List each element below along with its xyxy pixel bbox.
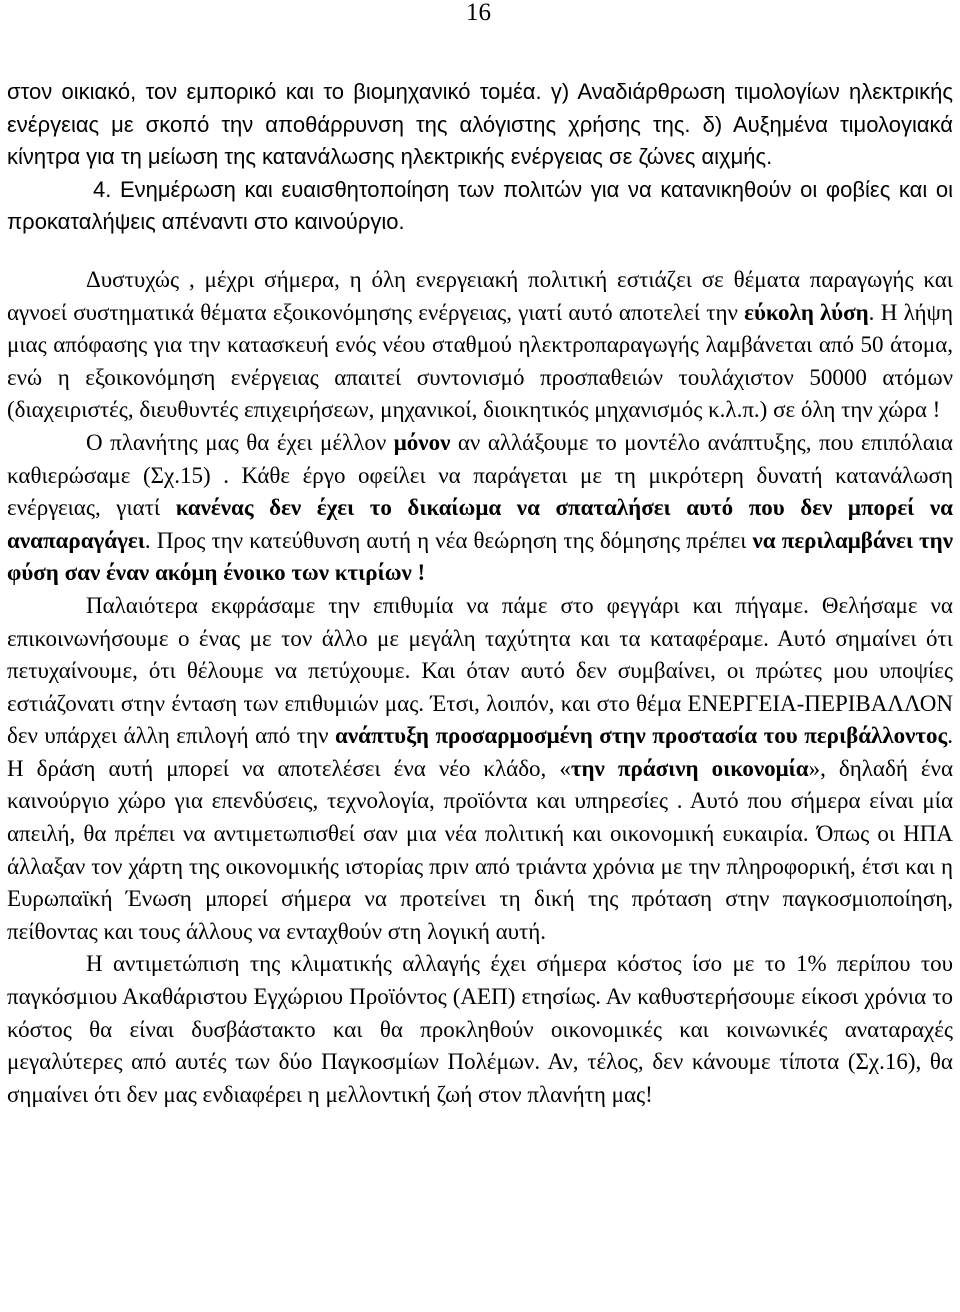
- text-segment: Παλαιότερα εκφράσαμε την επιθυμία να πάμε στο φεγγάρι και πήγαμε. Θελήσαμε να επικοινωνήσουμε ο ένας με τον άλλο με μεγάλη ταχύτητα και τα καταφέραμε. Αυτό σημαίνει ότι πετυχαίνουμε, ότι θέλουμε να πετύχουμε. Και όταν αυτό δεν συμβαίνει, οι πρώτες μου υποψίες εστιάζονατι στην ένταση των επιθυμιών μας. Έτσι, λοιπόν, και στο θέμα ΕΝΕΡΓΕΙΑ-ΠΕΡΙΒΑΛΛΟΝ δεν υπάρχει άλλη επιλογή από την: [7, 592, 953, 749]
- bold-phrase: την πράσινη οικονομία: [570, 755, 809, 781]
- bold-phrase: εύκολη λύση: [744, 299, 869, 325]
- paragraph-green-economy: [7, 590, 953, 949]
- paragraph-energy-policy: [7, 264, 953, 427]
- bold-phrase: κανένας δεν έχει το δικαίωμα να σπαταλήσει αυτό που δεν μπορεί να αναπαραγάγει: [7, 495, 953, 553]
- text-segment: », δηλαδή ένα καινούργιο χώρο για επενδύσεις, τεχνολογία, προϊόντα και υπηρεσίες . Αυτό που σήμερα είναι μία απειλή, θα πρέπει να αντιμετωπισθεί σαν μια νέα πολιτική και οικονομική ευκαιρία. Όπως οι ΗΠΑ άλλαξαν τον χάρτη της οικονομικής ιστορίας πριν από τριάντα χρόνια με την πληροφορική, έτσι και η Ευρωπαϊκή Ένωση μπορεί σήμερα να προτείνει τη δική της πρόταση στην παγκοσμιοποίηση, πείθοντας και τους άλλους να ενταχθούν στη λογική αυτή.: [7, 755, 953, 944]
- bold-phrase: ανάπτυξη προσαρμοσμένη στην προστασία του περιβάλλοντος: [335, 723, 948, 749]
- document-body: [7, 76, 953, 1111]
- bold-phrase: μόνον: [393, 429, 451, 455]
- text-segment: Ο πλανήτης μας θα έχει μέλλον: [86, 429, 394, 455]
- bold-phrase: να περιλαμβάνει την φύση σαν έναν ακόμη ένοικο των κτιρίων !: [7, 527, 953, 586]
- text-segment: . Προς την κατεύθυνση αυτή η νέα θεώρηση της δόμησης πρέπει: [144, 527, 753, 553]
- page-number: 16: [466, 0, 491, 26]
- paragraph-planet-future: [7, 427, 953, 590]
- text-segment: αν αλλάξουμε το μοντέλο ανάπτυξης, που επιπόλαια καθιερώσαμε (Σχ.15) . Κάθε έργο οφείλει να παράγεται με τη μικρότερη δυνατή κατανάλωση ενέργειας, γιατί: [7, 429, 953, 521]
- text-segment: Δυστυχώς , μέχρι σήμερα, η όλη ενεργειακή πολιτική εστιάζει σε θέματα παραγωγής και αγνοεί συστηματικά θέματα εξοικονόμησης ενέργειας, γιατί αυτό αποτελεί την: [7, 266, 953, 325]
- paragraph-climate-cost: Η αντιμετώπιση της κλιματικής αλλαγής έχει σήμερα κόστος ίσο με το 1% περίπου του παγκόσμιου Ακαθάριστου Εγχώριου Προϊόντος (ΑΕΠ) ετησίως. Αν καθυστερήσουμε είκοσι χρόνια το κόστος θα είναι δυσβάστακτο και θα προκληθούν οικονομικές και κοινωνικές αναταραχές μεγαλύτερες από αυτές των δύο Παγκοσμίων Πολέμων. Αν, τέλος, δεν κάνουμε τίποτα (Σχ.16), θα σημαίνει ότι δεν μας ενδιαφέρει η μελλοντική ζωή στον πλανήτη μας!: [7, 951, 953, 1107]
- paragraph-energy-measures: στον οικιακό, τον εμπορικό και το βιομηχανικό τομέα. γ) Αναδιάρθρωση τιμολογίων ηλεκτρικής ενέργειας με σκοπό την αποθάρρυνση της αλόγιστης χρήσης της. δ) Αυξημένα τιμολογιακά κίνητρα για τη μείωση της κατανάλωσης ηλεκτρικής ενέργειας σε ζώνες αιχμής.: [7, 79, 953, 170]
- text-segment: . Η δράση αυτή μπορεί να αποτελέσει ένα νέο κλάδο, «: [7, 723, 953, 781]
- paragraph-point-4: 4. Ενημέρωση και ευαισθητοποίηση των πολιτών για να κατανικηθούν οι φοβίες και οι προκαταλήψεις απέναντι στο καινούργιο.: [7, 176, 953, 235]
- text-segment: . Η λήψη μιας απόφασης για την κατασκευή ενός νέου σταθμού ηλεκτροπαραγωγής λαμβάνεται από 50 άτομα, ενώ η εξοικονόμηση ενέργειας απαιτεί συντονισμό προσπαθειών τουλάχιστον 50000 ατόμων (διαχειριστές, διευθυντές επιχειρήσεων, μηχανικοί, διοικητικός μηχανισμός κ.λ.π.) σε όλη την χώρα !: [7, 299, 953, 423]
